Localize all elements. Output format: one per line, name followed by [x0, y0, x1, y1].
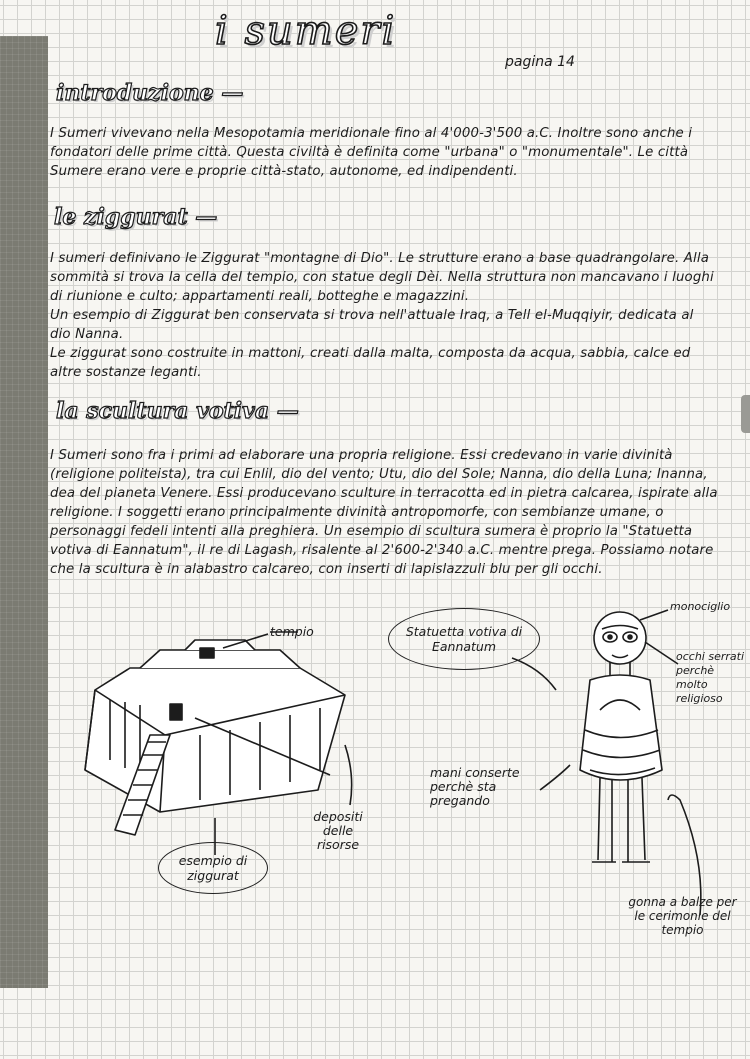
paragraph-ziggurat: I sumeri definivano le Ziggurat "montagne di Dio". Le strutture erano a base quadrangolare. Alla sommità si trova la cella del tempio, con statue degli Dèi. Nella struttura non mancavano i luoghi di riunione e culto; appartamenti reali, botteghe e magazzini. Un esempio di Ziggurat ben conservata si trova nell'attuale Iraq, a Tell el-Muqqiyir, dedicata al dio Nanna. Le ziggurat sono costruite in mattoni, creati dalla malta, composta da acqua, sabbia, calce ed altre sostanze leganti. — [50, 251, 714, 380]
page-title: i sumeri — [215, 8, 397, 54]
paragraph-introduzione: I Sumeri vivevano nella Mesopotamia meridionale fino al 4'000-3'500 a.C. Inoltre sono anche i fondatori delle prime città. Questa civiltà è definita come "urbana" o "monumentale". Le città Sumere erano vere e proprie città-stato, autonome, ed indipendenti. — [50, 126, 693, 179]
page-number: pagina 14 — [505, 54, 575, 70]
heading-introduzione: introduzione — — [56, 80, 244, 106]
label-esempio-ziggurat: esempio di ziggurat — [158, 842, 268, 894]
label-statuetta: Statuetta votiva di Eannatum — [388, 608, 540, 670]
label-gonna: gonna a balze per le cerimonie del tempio — [628, 895, 737, 937]
heading-scultura: la scultura votiva — — [56, 398, 299, 424]
label-depositi: depositi delle risorse — [313, 809, 363, 852]
label-monociglio: monociglio — [670, 600, 731, 613]
label-tempio: tempio — [270, 624, 314, 639]
heading-ziggurat: le ziggurat — — [54, 204, 218, 230]
label-mani: mani conserte perchè sta pregando — [430, 765, 520, 808]
label-occhi: occhi serrati perchè molto religioso — [676, 650, 745, 705]
paragraph-scultura: I Sumeri sono fra i primi ad elaborare una propria religione. Essi credevano in varie divinità (religione politeista), tra cui Enlil, dio del vento; Utu, dio del Sole; Nanna, dio della Luna; Inanna, dea del pianeta Venere. Essi producevano sculture in terracotta ed in pietra calcarea, ispirate alla religione. I soggetti erano principalmente divinità antropomorfe, con sembianze umane, o personaggi fedeli intenti alla preghiera. Un esempio di scultura sumera è proprio la "Statuetta votiva di Eannatum", il re di Lagash, risalente al 2'600-2'340 a.C. mentre prega. Possiamo notare che la scultura è in alabastro calcareo, con inserti di lapislazzuli blu per gli occhi. — [50, 448, 718, 577]
